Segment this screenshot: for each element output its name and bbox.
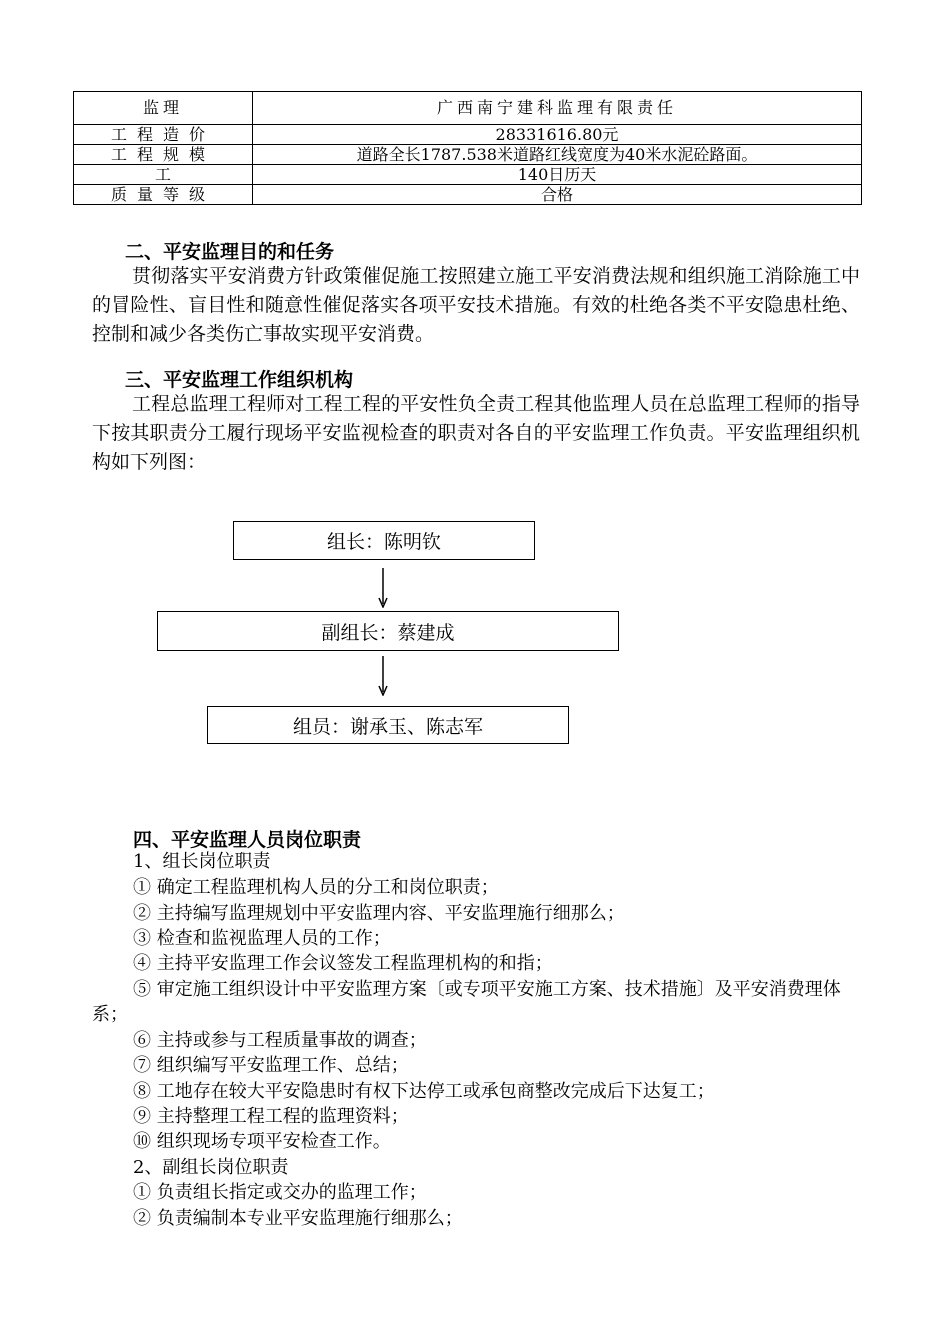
list-item: ④ 主持平安监理工作会议签发工程监理机构的和指； — [133, 953, 553, 974]
section2-body — [92, 262, 860, 349]
list-item: ③ 检查和监视监理人员的工作； — [133, 928, 391, 949]
row-label: 质量等级 — [74, 185, 253, 205]
row-label: 工程造价 — [74, 125, 253, 145]
list-item: ⑧ 工地存在较大平安隐患时有权下达停工或承包商整改完成后下达复工； — [133, 1081, 715, 1102]
sub1-title: 1、组长岗位职责 — [133, 851, 271, 872]
project-info-table — [73, 91, 862, 205]
row-value: 合格 — [253, 185, 862, 205]
table-row — [74, 165, 862, 185]
list-item: ① 确定工程监理机构人员的分工和岗位职责； — [133, 877, 499, 898]
section3-body — [92, 390, 860, 477]
down-arrow-icon — [378, 568, 388, 608]
list-item: ① 负责组长指定或交办的监理工作； — [133, 1182, 427, 1203]
section3-heading: 三、平安监理工作组织机构 — [125, 369, 354, 391]
table-row — [74, 185, 862, 205]
table-row — [74, 92, 862, 125]
table-row — [74, 145, 862, 165]
list-item: ⑨ 主持整理工程工程的监理资料； — [133, 1106, 409, 1127]
row-value: 140日历天 — [253, 165, 862, 185]
row-value: 广西南宁建科监理有限责任 — [253, 92, 862, 125]
row-value: 28331616.80元 — [253, 125, 862, 145]
section2-heading: 二、平安监理目的和任务 — [125, 241, 335, 263]
section3-body-text: 工程总监理工程师对工程工程的平安性负全责工程其他监理人员在总监理工程师的指导下按其职责分工履行现场平安监视检查的职责对各自的平安监理工作负责。平安监理组织机构如下列图： — [92, 393, 860, 473]
list-item: ⑦ 组织编写平安监理工作、总结； — [133, 1055, 409, 1076]
section4-heading: 四、平安监理人员岗位职责 — [133, 829, 362, 851]
row-label: 工 — [74, 165, 253, 185]
org-members-box: 组员：谢承玉、陈志军 — [207, 706, 569, 744]
list-item: ⑥ 主持或参与工程质量事故的调查； — [133, 1030, 427, 1051]
org-leader-box: 组长：陈明钦 — [233, 521, 535, 560]
row-label: 监理 — [74, 92, 253, 125]
list-item: ② 主持编写监理规划中平安监理内容、平安监理施行细那么； — [133, 903, 625, 924]
row-label: 工程规模 — [74, 145, 253, 165]
list-item: ② 负责编制本专业平安监理施行细那么； — [133, 1208, 463, 1229]
table-row — [74, 125, 862, 145]
sub2-title: 2、副组长岗位职责 — [133, 1157, 289, 1178]
list-item: ⑩ 组织现场专项平安检查工作。 — [133, 1131, 391, 1152]
org-deputy-box: 副组长：蔡建成 — [157, 611, 619, 651]
down-arrow-icon — [378, 656, 388, 696]
list-item: ⑤ 审定施工组织设计中平安监理方案〔或专项平安施工方案、技术措施〕及平安消费理体系； — [92, 979, 841, 1025]
row-value: 道路全长1787.538米道路红线宽度为40米水泥砼路面。 — [253, 145, 862, 165]
section2-body-text: 贯彻落实平安消费方针政策催促施工按照建立施工平安消费法规和组织施工消除施工中的冒险性、盲目性和随意性催促落实各项平安技术措施。有效的杜绝各类不平安隐患杜绝、控制和减少各类伤亡事故实现平安消费。 — [92, 265, 860, 345]
